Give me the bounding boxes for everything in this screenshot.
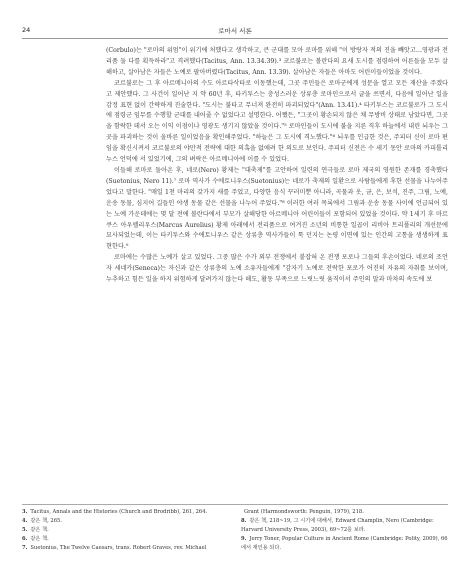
footnote: 9. Jerry Toner, Popular Culture in Ancient Rome (Cambridge: Polity, 2009), 66에서 재인용 되다. [241,536,448,551]
footnote: 8. 같은 책, 218~19, 그 시기에 대해서, Edward Champlin, Nero (Cambridge: Harvard University Press, 2003), 69~72를 보라. [241,518,434,533]
footnote: Grant (Harmondsworth: Penguin, 1979), 218. [244,509,364,515]
paragraph: (Corbulo)는 "로마의 위엄"이 위기에 처했다고 생각하고, 큰 군대를 모아 로마를 위해 "이 방랑자 적의 진을 빼앗고…영광과 전리품 둘 다를 획득하라"고 격려했다(Tacitus, Ann. 13.34.39).³ 코르불로는 볼란다의 요새 도시를 점령하여 어른들을 모두 살해하고, 살아남은 자들은 노예로 팔아버렸다(Tacitus, Ann. 13.39). 살아남은 자들은 아마도 어린이들이었을 것이다. [106,47,448,76]
body-text [106,46,448,286]
paragraph: 이들해 로마로 돌아온 후, 네로(Nero) 황제는 "대축제"를 고안하여 일련의 연극들로 로마 제국의 영원한 존재를 경축했다(Suetonius, Nero 11).⁷ 로마 역사가 수에토니우스(Suetonius)는 네로가 축제의 일환으로 사람들에게 후한 선물을 나누어주었다고 말한다. "매일 1천 마리의 갖가지 새를 주었고, 다양한 음식 꾸러미뿐 아니라, 곡물과 옷, 금, 은, 보석, 진주, 그림, 노예, 운송 동물, 심지어 길들인 야생 동물 같은 선물을 나누어 주었다."⁸ 이러한 여러 목록에서 그림과 운송 동물 사이에 언급되어 있는 노예 가운데에는 몇 달 전에 볼란다에서 부모가 살해당한 아르메니아 어린이들이 포함되어 있었을 것이다. 약 1세기 후 마르쿠스 아우렐리우스(Marcus Aurelius) 황제 아래에서 전리품으로 여겨진 소년의 비통한 일곱이 리비아 트리폴리의 개선문에 묘사되었는데, 이는 타키투스와 수에토니우스 같은 상류층 역사가들이 툭 던지는 논평 이면에 있는 인간의 고통을 생생하게 표현한다.⁹ [106,166,448,251]
page-number: 24 [22,26,31,34]
paragraph: 로마에는 수많은 노예가 살고 있었다. 그중 많은 수가 외부 전쟁에서 붙잡혀 온 전쟁 포로나 그들의 후손이었다. 네로의 조언자 세네카(Seneca)는 자신과 같은 상류층의 노예 소유자들에게 "감자기 노예로 전락한 포로가 어진히 자유의 자취를 보이며, 누추하고 힘든 일을 하지 위험하게 달려가지 않는다 해도, 활동 부족으로 느릿느릿 움직이서 주인의 말과 마차의 속도에 보 [106,254,448,284]
footnote-divider [22,504,448,505]
running-header [22,24,448,39]
footnote: 6. 같은 책. [22,536,49,542]
footnote: 5. 같은 책. [22,527,49,533]
paragraph: 코르불로는 그 후 아르메니아의 수도 아르타삭타로 이동했는데, 그곳 주민들은 로마군에게 성문을 열고 모든 재산을 주겠다고 제안했다. 그 사건이 일어난 지 약 60년 후, 타키투스는 충성스러운 상류층 로마인으로서 글을 쓰면서, 다음에 일어난 일을 감정 표현 없이 간략하게 진술한다. "도시는 불타고 무너져 완전히 파괴되었다"(Ann. 13.41).⁴ 타키투스는 코르불로가 그 도시에 점령군 임무를 수행할 군대를 내어줄 수 없었다고 설명한다. 어쨌든, "그곳이 황손되지 않은 채 무방비 상태로 남았다면, 그곳을 함락한 데서 오는 이익 이점이나 영광도 생기지 않았을 것이다."⁵ 로마인들이 도시에 불을 지른 직후 하늘에서 내린 뇌우는 그곳을 파괴하는 것이 올바른 일이었음을 확인해주었다. "하늘은 그 도시에 격노했다."⁶ 뇌우를 인급한 것은, 주피터 신이 로마 편임을 확신시켜서 코르불로의 야만적 전략에 대한 의혹을 없애려 한 의도로 보인다. 주피터 신전은 수 세기 동안 로마의 카피톨리누스 언덕에 서 있었기에, 그의 벼락은 아르메니아에 이를 수 있었다. [106,79,448,164]
footnotes-left-column [22,508,229,553]
footnotes-right-column [241,508,448,553]
footnote: 7. Suetonius, The Twelve Caesars, trans. Robert Graves, rev. Michael [22,545,207,551]
footnotes [22,508,448,553]
footnote: 3. Tacitus, Annals and the Histories (Church and Brodribb), 261, 264. [22,509,208,515]
footnote: 4. 같은 책, 265. [22,518,62,524]
running-title: 로마서 서론 [218,27,252,35]
